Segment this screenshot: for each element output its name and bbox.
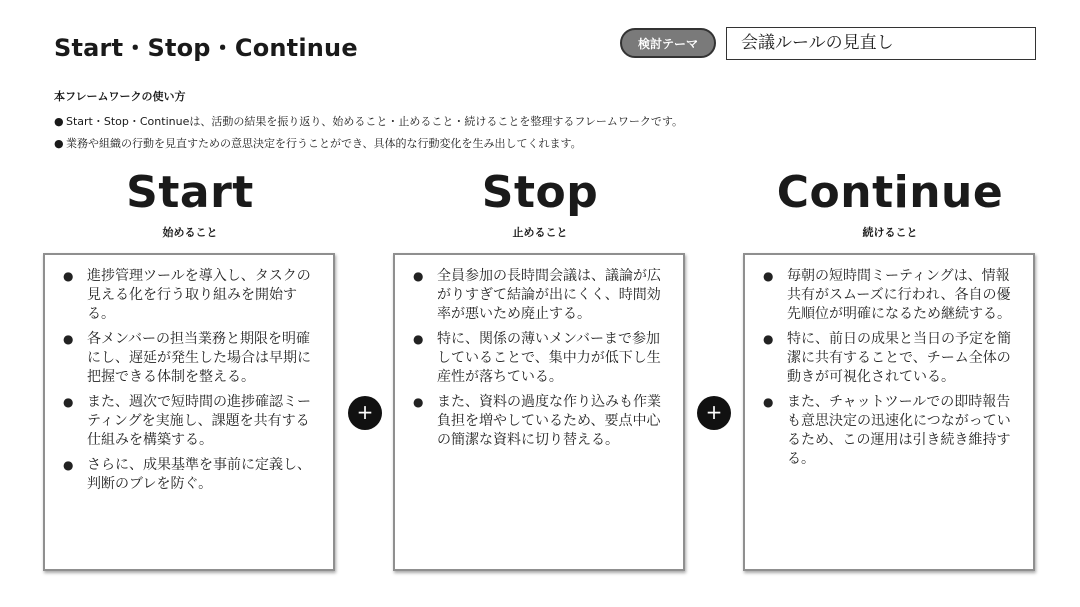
usage-bullet-text: Start・Stop・Continueは、活動の結果を振り返り、始めること・止めること・続けることを整理するフレームワークです。 xyxy=(66,115,684,128)
stop-card xyxy=(393,253,685,571)
list-item-text: また、資料の過度な作り込みも作業負担を増やしているため、要点中心の簡潔な資料に切り替える。 xyxy=(437,394,661,448)
list-item-text: 各メンバーの担当業務と期限を明確にし、遅延が発生した場合は早期に把握できる体制を整える。 xyxy=(87,331,311,385)
bullet-dot-icon: ● xyxy=(763,269,774,283)
list-item-text: 毎朝の短時間ミーティングは、情報共有がスムーズに行われ、各自の優先順位が明確になるため継続する。 xyxy=(787,268,1011,322)
usage-heading: 本フレームワークの使い方 xyxy=(54,90,186,103)
start-subtitle: 始めること xyxy=(162,226,218,239)
bullet-dot-icon: ● xyxy=(54,137,64,150)
list-item-text: 特に、関係の薄いメンバーまで参加していることで、集中力が低下し生産性が落ちている。 xyxy=(437,331,661,385)
usage-bullet-text: 業務や組織の行動を見直すための意思決定を行うことができ、具体的な行動変化を生み出してくれます。 xyxy=(66,137,582,150)
continue-heading xyxy=(740,168,1040,240)
bullet-dot-icon: ● xyxy=(763,332,774,346)
list-item xyxy=(763,330,1013,387)
stop-heading xyxy=(390,168,690,240)
list-item xyxy=(63,330,313,387)
list-item xyxy=(413,267,663,324)
bullet-dot-icon: ● xyxy=(63,269,74,283)
start-heading xyxy=(40,168,340,240)
continue-subtitle: 続けること xyxy=(862,226,918,239)
list-item-text: また、週次で短時間の進捗確認ミーティングを実施し、課題を共有する仕組みを構築する。 xyxy=(87,394,311,448)
bullet-dot-icon: ● xyxy=(63,458,74,472)
list-item xyxy=(63,456,313,494)
bullet-dot-icon: ● xyxy=(763,395,774,409)
list-item xyxy=(63,393,313,450)
start-title: Start xyxy=(126,167,254,218)
usage-bullet xyxy=(54,136,683,158)
list-item xyxy=(413,330,663,387)
continue-title: Continue xyxy=(776,167,1004,218)
theme-value-box: 会議ルールの見直し xyxy=(726,27,1036,60)
start-card xyxy=(43,253,335,571)
plus-icon: + xyxy=(348,396,382,430)
theme-badge: 検討テーマ xyxy=(620,28,716,58)
bullet-dot-icon: ● xyxy=(63,332,74,346)
bullet-dot-icon: ● xyxy=(413,332,424,346)
plus-icon: + xyxy=(697,396,731,430)
bullet-dot-icon: ● xyxy=(54,115,64,128)
stop-title: Stop xyxy=(481,167,599,218)
bullet-dot-icon: ● xyxy=(413,395,424,409)
continue-card xyxy=(743,253,1035,571)
list-item-text: 全員参加の長時間会議は、議論が広がりすぎて結論が出にくく、時間効率が悪いため廃止する。 xyxy=(437,268,661,322)
stop-subtitle: 止めること xyxy=(512,226,568,239)
bullet-dot-icon: ● xyxy=(413,269,424,283)
list-item-text: さらに、成果基準を事前に定義し、判断のブレを防ぐ。 xyxy=(87,457,311,492)
list-item xyxy=(763,393,1013,469)
page-title: Start・Stop・Continue xyxy=(54,34,358,62)
list-item xyxy=(63,267,313,324)
list-item-text: 進捗管理ツールを導入し、タスクの見える化を行う取り組みを開始する。 xyxy=(87,268,311,322)
list-item-text: 特に、前日の成果と当日の予定を簡潔に共有することで、チーム全体の動きが可視化されている。 xyxy=(787,331,1011,385)
list-item-text: また、チャットツールでの即時報告も意思決定の迅速化につながっているため、この運用は引き続き維持する。 xyxy=(787,394,1011,467)
list-item xyxy=(413,393,663,450)
bullet-dot-icon: ● xyxy=(63,395,74,409)
list-item xyxy=(763,267,1013,324)
usage-bullet xyxy=(54,114,683,136)
usage-bullet-list xyxy=(54,114,683,158)
